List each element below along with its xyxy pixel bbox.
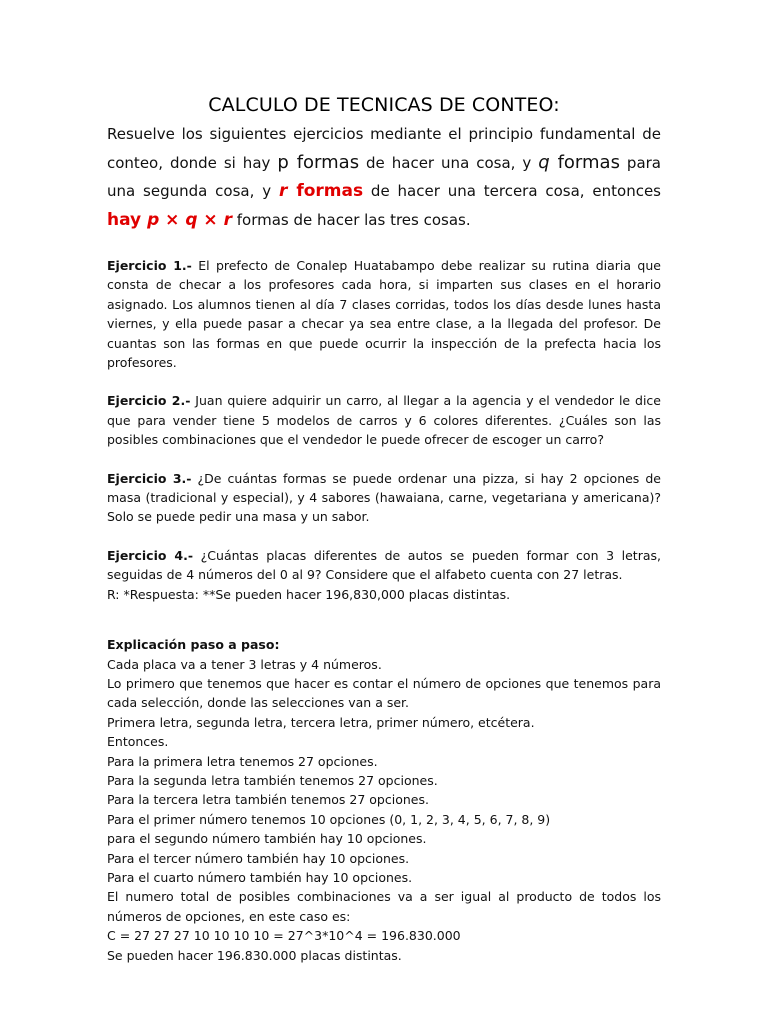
exercise-1-label: Ejercicio 1.- <box>107 258 192 273</box>
intro-q2: q <box>185 209 198 230</box>
explanation-line: Para el cuarto número también hay 10 opciones. <box>107 869 413 885</box>
explanation-formula: C = 27 27 27 10 10 10 10 = 27^3*10^4 = 196.830.000 <box>107 928 461 944</box>
intro-r2: r <box>223 209 232 230</box>
explanation-section <box>107 635 661 965</box>
intro-times-2: × <box>197 209 224 230</box>
intro-r: r <box>278 181 288 201</box>
explanation-conclusion: Se pueden hacer 196.830.000 placas distintas. <box>107 947 402 963</box>
exercise-4-answer: R: *Respuesta: **Se pueden hacer 196,830,000 placas distintas. <box>107 586 511 602</box>
intro-q: q <box>538 151 550 173</box>
exercise-4 <box>107 546 661 585</box>
intro-hay: hay <box>107 209 148 230</box>
exercise-1-text: El prefecto de Conalep Huatabampo debe realizar su rutina diaria que consta de checar a los profesores cada hora, si imparten sus clases en el horario asignado. Los alumnos tienen al día 7 clases corridas, todos los días desde lunes hasta viernes, y ella puede pasar a checar ya sea entre clase, a la llegada del profesor. De cuantas son las formas en que puede ocurrir la inspección de la prefecta hacia los profesores. <box>107 258 661 371</box>
intro-text-2: de hacer una cosa, y <box>359 153 539 172</box>
explanation-line: Lo primero que tenemos que hacer es contar el número de opciones que tenemos para cada selección, donde las selecciones van a ser. <box>107 675 661 711</box>
page-title: CALCULO DE TECNICAS DE CONTEO: <box>208 94 560 116</box>
exercise-2 <box>107 391 661 449</box>
intro-text-5: formas de hacer las tres cosas. <box>231 210 471 229</box>
exercise-4-text: ¿Cuántas placas diferentes de autos se pueden formar con 3 letras, seguidas de 4 números del 0 al 9? Considere que el alfabeto cuenta con 27 letras. <box>107 547 661 583</box>
explanation-line: El numero total de posibles combinaciones va a ser igual al producto de todos los números de opciones, en este caso es: <box>107 889 661 924</box>
exercise-3 <box>107 469 661 527</box>
explanation-line: Para la tercera letra también tenemos 27 opciones. <box>107 792 429 808</box>
explanation-line: Para la segunda letra también tenemos 27 opciones. <box>107 772 438 788</box>
intro-times-1: × <box>159 209 186 230</box>
intro-text-3: para una segunda cosa, y <box>107 153 662 200</box>
intro-formas-q: formas <box>549 151 620 173</box>
intro-formas-r: formas <box>287 181 364 201</box>
exercise-1 <box>107 256 661 372</box>
exercise-4-label: Ejercicio 4.- <box>107 547 194 563</box>
exercise-3-label: Ejercicio 3.- <box>107 470 192 486</box>
intro-text-4: de hacer una tercera cosa, entonces <box>363 182 661 200</box>
intro-p: p <box>147 209 160 230</box>
intro-paragraph <box>107 120 661 234</box>
explanation-line: Para la primera letra tenemos 27 opciones. <box>107 753 378 769</box>
explanation-line: para el segundo número también hay 10 opciones. <box>107 831 427 847</box>
intro-p-formas: p formas <box>277 151 360 173</box>
exercise-3-text: ¿De cuántas formas se puede ordenar una pizza, si hay 2 opciones de masa (tradicional y especial), y 4 sabores (hawaiana, carne, vegetariana y americana)? Solo se puede pedir una masa y un sabor. <box>107 470 661 525</box>
intro-text-1: Resuelve los siguientes ejercicios mediante el principio fundamental de conteo, donde si hay <box>107 125 661 172</box>
explanation-title: Explicación paso a paso: <box>107 637 280 653</box>
explanation-line: Entonces. <box>107 734 169 750</box>
explanation-line: Cada placa va a tener 3 letras y 4 números. <box>107 656 382 672</box>
exercise-2-label: Ejercicio 2.- <box>107 393 191 409</box>
exercise-2-text: Juan quiere adquirir un carro, al llegar a la agencia y el vendedor le dice que para vender tiene 5 modelos de carros y 6 colores diferentes. ¿Cuáles son las posibles combinaciones que el vendedor le puede ofrecer de escoger un carro? <box>107 393 661 448</box>
explanation-line: Primera letra, segunda letra, tercera letra, primer número, etcétera. <box>107 714 535 730</box>
explanation-line: Para el primer número tenemos 10 opciones (0, 1, 2, 3, 4, 5, 6, 7, 8, 9) <box>107 811 551 827</box>
explanation-line: Para el tercer número también hay 10 opciones. <box>107 850 410 866</box>
